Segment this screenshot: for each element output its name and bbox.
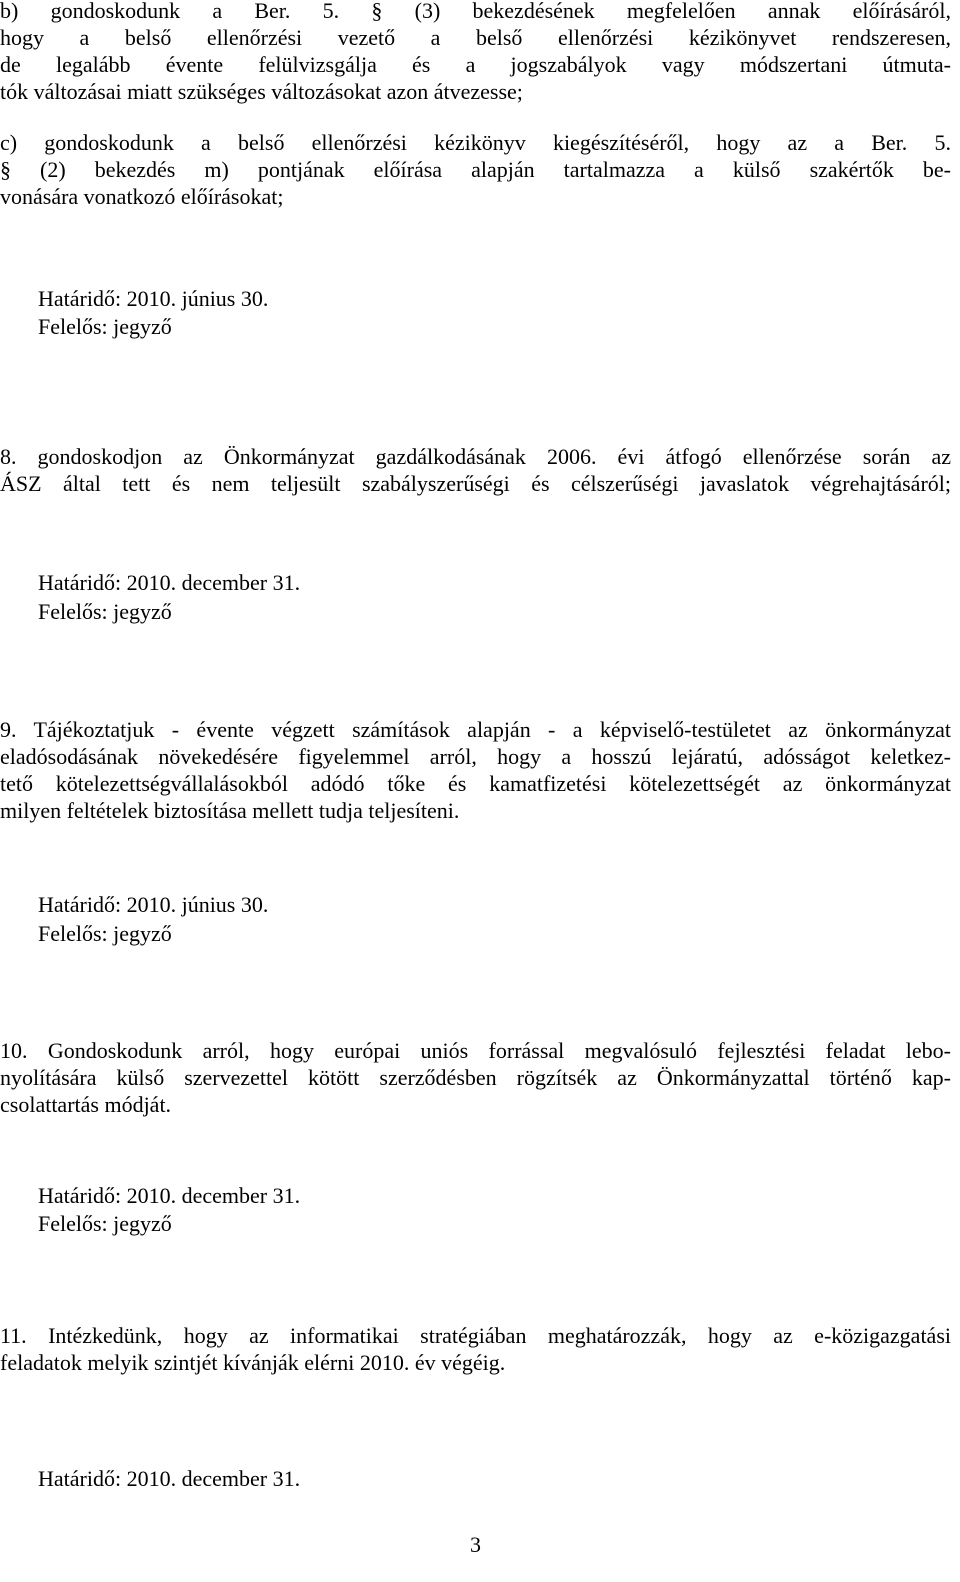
- item-b-line: tók változásai miatt szükséges változásokat azon átvezesse;: [0, 79, 523, 104]
- item-8-line: ÁSZ által tett és nem teljesült szabályszerűségi és célszerűségi javaslatok végrehajtásáról;: [0, 471, 951, 496]
- item-9-line: eladósodásának növekedésére figyelemmel arról, hogy a hosszú lejáratú, adósságot keletkez-: [0, 744, 951, 769]
- deadline: Határidő: 2010. június 30.: [38, 892, 269, 917]
- item-10-line: nyolítására külső szervezettel kötött szerződésben rögzítsék az Önkormányzattal történő kap-: [0, 1065, 951, 1090]
- deadline: Határidő: 2010. június 30.: [38, 286, 269, 311]
- deadline: Határidő: 2010. december 31.: [38, 570, 301, 595]
- item-b-line: de legalább évente felülvizsgálja és a jogszabályok vagy módszertani útmuta-: [0, 52, 951, 77]
- item-b-line: b) gondoskodunk a Ber. 5. § (3) bekezdésének megfelelően annak előírásáról,: [0, 0, 951, 23]
- item-11-line: 11. Intézkedünk, hogy az informatikai stratégiában meghatározzák, hogy az e-közigazgatási: [0, 1323, 951, 1348]
- item-11-line: feladatok melyik szintjét kívánják elérni 2010. év végéig.: [0, 1350, 506, 1375]
- responsible: Felelős: jegyző: [38, 921, 172, 946]
- deadline: Határidő: 2010. december 31.: [38, 1466, 301, 1491]
- item-c-line: vonására vonatkozó előírásokat;: [0, 184, 284, 209]
- responsible: Felelős: jegyző: [38, 314, 172, 339]
- responsible: Felelős: jegyző: [38, 1211, 172, 1236]
- item-c-line: c) gondoskodunk a belső ellenőrzési kézikönyv kiegészítéséről, hogy az a Ber. 5.: [0, 130, 951, 155]
- item-9-line: tető kötelezettségvállalásokból adódó tőke és kamatfizetési kötelezettségét az önkormányzat: [0, 771, 951, 796]
- responsible: Felelős: jegyző: [38, 599, 172, 624]
- page-number: 3: [470, 1532, 481, 1557]
- item-9-line: 9. Tájékoztatjuk - évente végzett számítások alapján - a képviselő-testületet az önkormányzat: [0, 717, 951, 742]
- item-8-line: 8. gondoskodjon az Önkormányzat gazdálkodásának 2006. évi átfogó ellenőrzése során az: [0, 444, 951, 469]
- item-10-line: 10. Gondoskodunk arról, hogy európai uniós forrással megvalósuló fejlesztési feladat lebo-: [0, 1038, 951, 1063]
- item-10-line: csolattartás módját.: [0, 1092, 172, 1117]
- item-9-line: milyen feltételek biztosítása mellett tudja teljesíteni.: [0, 798, 460, 823]
- deadline: Határidő: 2010. december 31.: [38, 1183, 301, 1208]
- item-c-line: § (2) bekezdés m) pontjának előírása alapján tartalmazza a külső szakértők be-: [0, 157, 951, 182]
- item-b-line: hogy a belső ellenőrzési vezető a belső ellenőrzési kézikönyvet rendszeresen,: [0, 25, 951, 50]
